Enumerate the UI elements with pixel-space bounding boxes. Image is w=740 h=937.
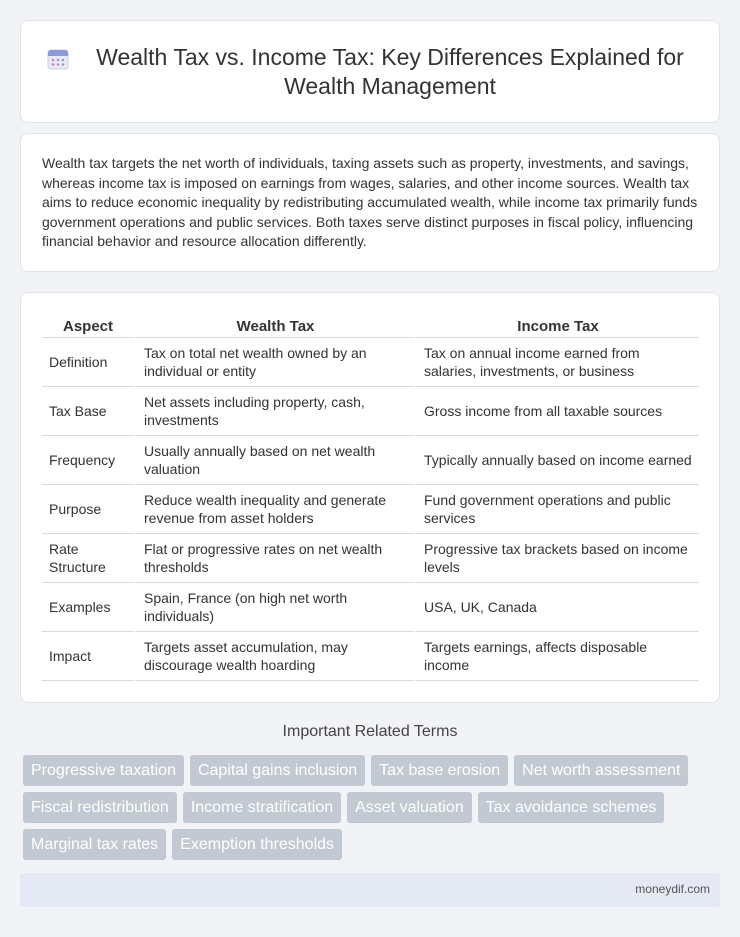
row-aspect: Purpose	[42, 485, 134, 534]
table-row	[42, 534, 699, 583]
related-term-tag[interactable]: Income stratification	[183, 792, 341, 823]
row-income-tax: Targets earnings, affects disposable income	[414, 632, 699, 681]
intro-card	[20, 133, 720, 272]
row-aspect: Impact	[42, 632, 134, 681]
row-wealth-tax: Targets asset accumulation, may discourage wealth hoarding	[134, 632, 414, 681]
row-wealth-tax: Reduce wealth inequality and generate revenue from asset holders	[134, 485, 414, 534]
row-wealth-tax: Spain, France (on high net worth individuals)	[134, 583, 414, 632]
row-income-tax: Tax on annual income earned from salaries, investments, or business	[414, 338, 699, 387]
related-term-tag[interactable]: Tax base erosion	[371, 755, 508, 786]
row-income-tax: Gross income from all taxable sources	[414, 387, 699, 436]
row-wealth-tax: Flat or progressive rates on net wealth thresholds	[134, 534, 414, 583]
header-wealth-tax: Wealth Tax	[134, 313, 414, 338]
table-header-row	[42, 313, 699, 338]
related-term-tag[interactable]: Fiscal redistribution	[23, 792, 177, 823]
comparison-table	[42, 313, 699, 681]
table-row	[42, 632, 699, 681]
related-terms-title: Important Related Terms	[282, 723, 458, 740]
row-income-tax: Progressive tax brackets based on income levels	[414, 534, 699, 583]
header-income-tax: Income Tax	[414, 313, 699, 338]
row-income-tax: USA, UK, Canada	[414, 583, 699, 632]
related-term-tag[interactable]: Progressive taxation	[23, 755, 184, 786]
row-wealth-tax: Usually annually based on net wealth valuation	[134, 436, 414, 485]
related-terms-list	[23, 755, 713, 860]
row-aspect: Rate Structure	[42, 534, 134, 583]
row-aspect: Frequency	[42, 436, 134, 485]
comparison-card	[20, 292, 720, 703]
table-row	[42, 436, 699, 485]
related-term-tag[interactable]: Exemption thresholds	[172, 829, 342, 860]
title-card	[20, 20, 720, 123]
footer-site-link[interactable]: moneydif.com	[635, 882, 710, 896]
row-income-tax: Typically annually based on income earned	[414, 436, 699, 485]
page-title: Wealth Tax vs. Income Tax: Key Differences Explained for Wealth Management	[96, 43, 684, 99]
header-aspect: Aspect	[42, 313, 134, 338]
row-wealth-tax: Tax on total net wealth owned by an individual or entity	[134, 338, 414, 387]
related-term-tag[interactable]: Asset valuation	[347, 792, 472, 823]
table-row	[42, 583, 699, 632]
row-aspect: Tax Base	[42, 387, 134, 436]
intro-paragraph: Wealth tax targets the net worth of individuals, taxing assets such as property, investments, and savings, whereas income tax is imposed on earnings from wages, salaries, and other income sources. Wealth tax aims to reduce economic inequality by redistributing accumulated wealth, while income tax primarily funds government operations and public services. Both taxes serve distinct purposes in fiscal policy, influencing financial behavior and resource allocation differently.	[42, 155, 698, 249]
row-income-tax: Fund government operations and public services	[414, 485, 699, 534]
related-term-tag[interactable]: Tax avoidance schemes	[478, 792, 665, 823]
related-term-tag[interactable]: Marginal tax rates	[23, 829, 166, 860]
row-aspect: Definition	[42, 338, 134, 387]
table-row	[42, 338, 699, 387]
row-wealth-tax: Net assets including property, cash, investments	[134, 387, 414, 436]
footer	[20, 873, 720, 907]
table-row	[42, 485, 699, 534]
table-row	[42, 387, 699, 436]
related-term-tag[interactable]: Net worth assessment	[514, 755, 688, 786]
row-aspect: Examples	[42, 583, 134, 632]
related-term-tag[interactable]: Capital gains inclusion	[190, 755, 365, 786]
